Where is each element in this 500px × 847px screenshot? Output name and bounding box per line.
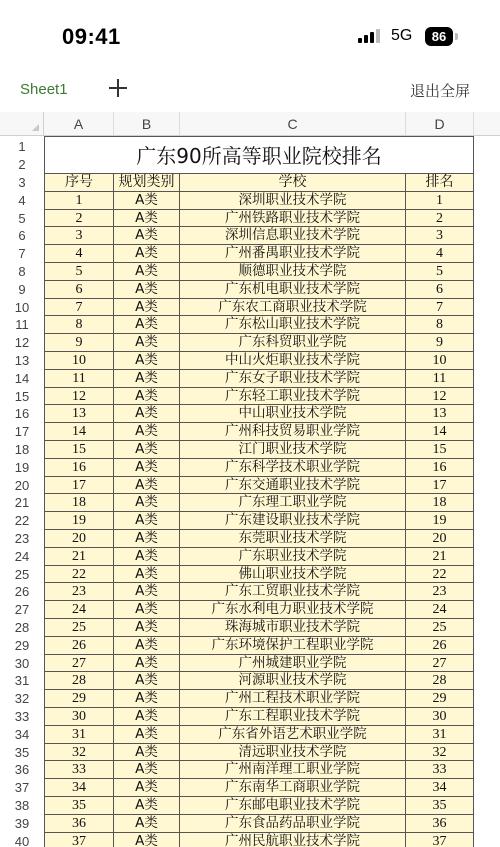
table-cell[interactable]: 4 — [406, 245, 474, 263]
table-cell[interactable]: 24 — [406, 601, 474, 619]
table-cell[interactable]: 广州铁路职业技术学院 — [180, 210, 406, 228]
empty-column — [474, 136, 500, 847]
table-cell[interactable]: 12 — [406, 388, 474, 406]
table-cell[interactable]: 11 — [44, 370, 114, 388]
add-sheet-icon[interactable] — [108, 78, 128, 98]
table-cell[interactable]: 10 — [406, 352, 474, 370]
table-cell[interactable]: 31 — [406, 726, 474, 744]
row-number[interactable]: 34 — [14, 726, 30, 742]
table-cell[interactable]: 深圳信息职业技术学院 — [180, 227, 406, 245]
table-cell[interactable]: 广东机电职业技术学院 — [180, 281, 406, 299]
table-cell[interactable]: 2 — [44, 210, 114, 228]
row-number[interactable]: 23 — [14, 531, 30, 546]
table-cell[interactable]: 广东食品药品职业学院 — [180, 815, 406, 833]
table-cell[interactable]: 15 — [406, 441, 474, 459]
table-cell[interactable]: 1 — [44, 192, 114, 210]
table-cell[interactable]: 广东交通职业技术学院 — [180, 477, 406, 495]
table-cell[interactable]: 3 — [44, 227, 114, 245]
table-cell[interactable]: 广东省外语艺术职业学院 — [180, 726, 406, 744]
table-row — [44, 815, 474, 833]
column-header-blank — [474, 112, 500, 136]
table-cell[interactable]: A类 — [114, 566, 180, 584]
table-cell[interactable]: A类 — [114, 672, 180, 690]
table-row — [44, 263, 474, 281]
table-cell[interactable]: 广州工程技术职业学院 — [180, 690, 406, 708]
cellular-signal-icon — [358, 29, 382, 43]
table-cell[interactable]: A类 — [114, 815, 180, 833]
table-cell[interactable]: 27 — [406, 655, 474, 673]
table-cell[interactable]: 24 — [44, 601, 114, 619]
row-number[interactable]: 35 — [14, 744, 30, 760]
table-cell[interactable]: A类 — [114, 263, 180, 281]
status-time: 09:41 — [62, 24, 121, 49]
column-header-c[interactable]: C — [180, 112, 406, 136]
table-cell[interactable]: 18 — [406, 494, 474, 512]
row-number[interactable]: 3 — [18, 175, 26, 190]
table-cell[interactable]: 35 — [406, 797, 474, 815]
row-number[interactable]: 20 — [14, 477, 30, 493]
table-cell[interactable]: 18 — [44, 494, 114, 512]
table-row — [44, 530, 474, 548]
table-cell[interactable]: A类 — [114, 370, 180, 388]
table-cell[interactable]: A类 — [114, 334, 180, 352]
table-cell[interactable]: 15 — [44, 441, 114, 459]
table-cell[interactable]: 28 — [406, 672, 474, 690]
table-cell[interactable]: 3 — [406, 227, 474, 245]
table-cell[interactable]: A类 — [114, 281, 180, 299]
table-cell[interactable]: A类 — [114, 352, 180, 370]
table-cell[interactable]: 广东女子职业技术学院 — [180, 370, 406, 388]
table-cell[interactable]: A类 — [114, 441, 180, 459]
table-row — [44, 316, 474, 334]
table-cell[interactable]: 8 — [44, 316, 114, 334]
sheet-tab-sheet1[interactable]: Sheet1 — [20, 81, 68, 98]
row-number[interactable]: 9 — [18, 281, 26, 297]
row-number[interactable]: 4 — [18, 192, 26, 208]
table-cell[interactable]: 广州科技贸易职业学院 — [180, 423, 406, 441]
table-row — [44, 583, 474, 601]
table-cell[interactable]: A类 — [114, 548, 180, 566]
table-cell[interactable]: 9 — [44, 334, 114, 352]
table-cell[interactable]: 广东职业技术学院 — [180, 548, 406, 566]
table-row — [44, 459, 474, 477]
table-row — [44, 512, 474, 530]
table-cell[interactable]: 20 — [406, 530, 474, 548]
table-cell[interactable]: 6 — [44, 281, 114, 299]
table-cell[interactable]: A类 — [114, 512, 180, 530]
table-cell[interactable]: A类 — [114, 655, 180, 673]
table-cell[interactable]: 28 — [44, 672, 114, 690]
table-cell[interactable]: 14 — [44, 423, 114, 441]
column-header-d[interactable]: D — [406, 112, 474, 136]
row-number[interactable]: 5 — [18, 210, 26, 226]
table-cell[interactable]: 25 — [44, 619, 114, 637]
table-cell[interactable]: A类 — [114, 210, 180, 228]
table-cell[interactable]: A类 — [114, 690, 180, 708]
table-cell[interactable]: A类 — [114, 227, 180, 245]
table-row — [44, 619, 474, 637]
row-number[interactable]: 32 — [14, 691, 30, 707]
table-cell[interactable]: 5 — [406, 263, 474, 281]
table-cell[interactable]: 广东松山职业技术学院 — [180, 316, 406, 334]
table-cell[interactable]: 33 — [406, 761, 474, 779]
table-cell[interactable]: A类 — [114, 388, 180, 406]
table-row — [44, 744, 474, 762]
table-cell[interactable]: 25 — [406, 619, 474, 637]
row-number[interactable]: 8 — [18, 264, 26, 279]
table-cell[interactable]: 2 — [406, 210, 474, 228]
header-row — [44, 174, 474, 192]
table-cell[interactable]: 34 — [44, 779, 114, 797]
table-cell[interactable]: 清远职业技术学院 — [180, 744, 406, 762]
row-number[interactable]: 14 — [14, 370, 30, 386]
table-cell[interactable]: A类 — [114, 779, 180, 797]
header-cell[interactable]: 序号 — [44, 174, 114, 192]
table-cell[interactable]: 珠海城市职业技术学院 — [180, 619, 406, 637]
table-cell[interactable]: A类 — [114, 761, 180, 779]
spreadsheet-grid[interactable] — [0, 112, 500, 847]
header-cell[interactable]: 规划类别 — [114, 174, 180, 192]
table-row — [44, 833, 474, 847]
table-row — [44, 192, 474, 210]
battery-tip — [455, 33, 458, 40]
table-cell[interactable]: 22 — [44, 566, 114, 584]
table-cell[interactable]: 广州民航职业技术学院 — [180, 833, 406, 847]
table-row — [44, 708, 474, 726]
network-type: 5G — [391, 27, 413, 44]
table-cell[interactable]: A类 — [114, 637, 180, 655]
table-row — [44, 423, 474, 441]
table-cell[interactable]: 32 — [406, 744, 474, 762]
column-header-a[interactable]: A — [44, 112, 114, 136]
header-cell[interactable]: 学校 — [180, 174, 406, 192]
table-cell[interactable]: 广东轻工职业技术学院 — [180, 388, 406, 406]
table-row — [44, 655, 474, 673]
table-row — [44, 388, 474, 406]
table-cell[interactable]: 东莞职业技术学院 — [180, 530, 406, 548]
table-cell[interactable]: 江门职业技术学院 — [180, 441, 406, 459]
table-row — [44, 245, 474, 263]
table-cell[interactable]: 13 — [44, 405, 114, 423]
table-row — [44, 281, 474, 299]
table-cell[interactable]: 21 — [44, 548, 114, 566]
table-row — [44, 334, 474, 352]
table-cell[interactable]: 广东工程职业技术学院 — [180, 708, 406, 726]
table-cell[interactable]: 36 — [44, 815, 114, 833]
title-cell[interactable]: 广东90所高等职业院校排名 — [44, 136, 474, 174]
battery-icon: 86 — [425, 27, 453, 46]
table-row — [44, 726, 474, 744]
table-row — [44, 494, 474, 512]
table-cell[interactable]: 广东工贸职业技术学院 — [180, 583, 406, 601]
table-row — [44, 779, 474, 797]
table-cell[interactable]: 27 — [44, 655, 114, 673]
table-cell[interactable]: A类 — [114, 726, 180, 744]
row-number[interactable]: 13 — [14, 353, 30, 368]
row-number[interactable]: 22 — [14, 513, 30, 529]
row-number[interactable]: 21 — [14, 495, 30, 511]
table-cell[interactable]: 35 — [44, 797, 114, 815]
table-cell[interactable]: 广州番禺职业技术学院 — [180, 245, 406, 263]
table-cell[interactable]: 29 — [44, 690, 114, 708]
table-cell[interactable]: A类 — [114, 423, 180, 441]
table-row — [44, 299, 474, 317]
header-cell[interactable]: 排名 — [406, 174, 474, 192]
table-cell[interactable]: A类 — [114, 530, 180, 548]
row-number[interactable]: 17 — [14, 424, 30, 440]
table-row — [44, 227, 474, 245]
row-number[interactable]: 30 — [14, 655, 30, 671]
table-row — [44, 797, 474, 815]
table-cell[interactable]: 37 — [406, 833, 474, 847]
table-cell[interactable]: A类 — [114, 316, 180, 334]
table-row — [44, 601, 474, 619]
row-number[interactable]: 16 — [14, 406, 30, 422]
table-cell[interactable]: A类 — [114, 494, 180, 512]
row-number[interactable]: 28 — [14, 620, 30, 635]
row-number[interactable]: 10 — [14, 299, 30, 315]
table-cell[interactable]: 23 — [44, 583, 114, 601]
table-cell[interactable]: 顺德职业技术学院 — [180, 263, 406, 281]
table-cell[interactable]: 26 — [44, 637, 114, 655]
table-cell[interactable]: 9 — [406, 334, 474, 352]
table-cell[interactable]: A类 — [114, 299, 180, 317]
row-number[interactable]: 38 — [14, 798, 30, 813]
table-cell[interactable]: 广东水利电力职业技术学院 — [180, 601, 406, 619]
table-cell[interactable]: 36 — [406, 815, 474, 833]
table-cell[interactable]: 16 — [44, 459, 114, 477]
table-cell[interactable]: 广东科学技术职业学院 — [180, 459, 406, 477]
table-cell[interactable]: 19 — [44, 512, 114, 530]
table-cell[interactable]: A类 — [114, 459, 180, 477]
row-number[interactable]: 11 — [15, 317, 29, 333]
table-cell[interactable]: 河源职业技术学院 — [180, 672, 406, 690]
table-cell[interactable]: 17 — [406, 477, 474, 495]
table-cell[interactable]: 32 — [44, 744, 114, 762]
row-number[interactable]: 6 — [18, 228, 26, 244]
table-row — [44, 637, 474, 655]
row-number[interactable]: 18 — [14, 442, 30, 457]
table-cell[interactable]: 佛山职业技术学院 — [180, 566, 406, 584]
table-cell[interactable]: 19 — [406, 512, 474, 530]
table-cell[interactable]: A类 — [114, 192, 180, 210]
table-row — [44, 548, 474, 566]
row-number[interactable]: 39 — [14, 815, 30, 831]
table-cell[interactable]: 14 — [406, 423, 474, 441]
table-cell[interactable]: 17 — [44, 477, 114, 495]
row-number[interactable]: 36 — [14, 762, 30, 778]
table-cell[interactable]: 26 — [406, 637, 474, 655]
table-cell[interactable]: 广东科贸职业学院 — [180, 334, 406, 352]
sheet-toolbar — [0, 70, 500, 110]
table-cell[interactable]: 4 — [44, 245, 114, 263]
table-cell[interactable]: A类 — [114, 245, 180, 263]
table-row — [44, 477, 474, 495]
table-cell[interactable]: 广州南洋理工职业学院 — [180, 761, 406, 779]
table-cell[interactable]: 广东建设职业技术学院 — [180, 512, 406, 530]
table-row — [44, 441, 474, 459]
table-row — [44, 761, 474, 779]
row-number[interactable]: 33 — [14, 709, 30, 724]
table-cell[interactable]: A类 — [114, 583, 180, 601]
row-number[interactable]: 37 — [14, 780, 30, 796]
table-row — [44, 405, 474, 423]
table-cell[interactable]: A类 — [114, 797, 180, 815]
row-number[interactable]: 40 — [14, 833, 30, 847]
table-row — [44, 690, 474, 708]
status-bar — [0, 0, 500, 70]
row-number[interactable]: 15 — [14, 388, 30, 404]
row-number[interactable]: 2 — [18, 157, 26, 172]
table-cell[interactable]: 7 — [406, 299, 474, 317]
table-cell[interactable]: 广东环境保护工程职业学院 — [180, 637, 406, 655]
row-number[interactable]: 1 — [18, 139, 26, 154]
row-number[interactable]: 19 — [14, 459, 30, 475]
table-cell[interactable]: A类 — [114, 833, 180, 847]
table-cell[interactable]: 37 — [44, 833, 114, 847]
row-number[interactable]: 7 — [18, 246, 26, 262]
table-row — [44, 352, 474, 370]
table-cell[interactable]: 30 — [44, 708, 114, 726]
table-cell[interactable]: 29 — [406, 690, 474, 708]
table-cell[interactable]: 广东南华工商职业学院 — [180, 779, 406, 797]
row-number[interactable]: 25 — [14, 566, 30, 582]
table-cell[interactable]: 广州城建职业学院 — [180, 655, 406, 673]
row-number[interactable]: 29 — [14, 637, 30, 653]
table-cell[interactable]: 深圳职业技术学院 — [180, 192, 406, 210]
exit-fullscreen-button[interactable]: 退出全屏 — [410, 82, 471, 100]
table-cell[interactable]: 广东农工商职业技术学院 — [180, 299, 406, 317]
table-cell[interactable]: 13 — [406, 405, 474, 423]
select-all-corner[interactable] — [0, 112, 44, 136]
table-cell[interactable]: 12 — [44, 388, 114, 406]
table-cell[interactable]: 31 — [44, 726, 114, 744]
table-cell[interactable]: 6 — [406, 281, 474, 299]
table-cell[interactable]: 16 — [406, 459, 474, 477]
row-number[interactable]: 31 — [14, 673, 30, 689]
row-number[interactable]: 12 — [14, 335, 30, 351]
row-number[interactable]: 24 — [14, 548, 30, 564]
table-cell[interactable]: 8 — [406, 316, 474, 334]
table-cell[interactable]: A类 — [114, 477, 180, 495]
table-cell[interactable]: 5 — [44, 263, 114, 281]
table-cell[interactable]: A类 — [114, 601, 180, 619]
table-cell[interactable]: 广东邮电职业技术学院 — [180, 797, 406, 815]
table-cell[interactable]: 21 — [406, 548, 474, 566]
row-number[interactable]: 26 — [14, 584, 30, 600]
table-cell[interactable]: A类 — [114, 619, 180, 637]
table-cell[interactable]: 34 — [406, 779, 474, 797]
table-cell[interactable]: 30 — [406, 708, 474, 726]
table-cell[interactable]: 中山火炬职业技术学院 — [180, 352, 406, 370]
table-row — [44, 672, 474, 690]
table-cell[interactable]: 33 — [44, 761, 114, 779]
table-cell[interactable]: A类 — [114, 744, 180, 762]
column-header-b[interactable]: B — [114, 112, 180, 136]
table-cell[interactable]: 广东理工职业学院 — [180, 494, 406, 512]
table-cell[interactable]: 中山职业技术学院 — [180, 405, 406, 423]
table-cell[interactable]: A类 — [114, 405, 180, 423]
table-cell[interactable]: 23 — [406, 583, 474, 601]
table-cell[interactable]: A类 — [114, 708, 180, 726]
table-cell[interactable]: 7 — [44, 299, 114, 317]
table-cell[interactable]: 11 — [406, 370, 474, 388]
table-cell[interactable]: 20 — [44, 530, 114, 548]
row-number[interactable]: 27 — [14, 602, 30, 618]
table-cell[interactable]: 22 — [406, 566, 474, 584]
table-row — [44, 210, 474, 228]
table-cell[interactable]: 1 — [406, 192, 474, 210]
table-cell[interactable]: 10 — [44, 352, 114, 370]
table-row — [44, 370, 474, 388]
table-row — [44, 566, 474, 584]
